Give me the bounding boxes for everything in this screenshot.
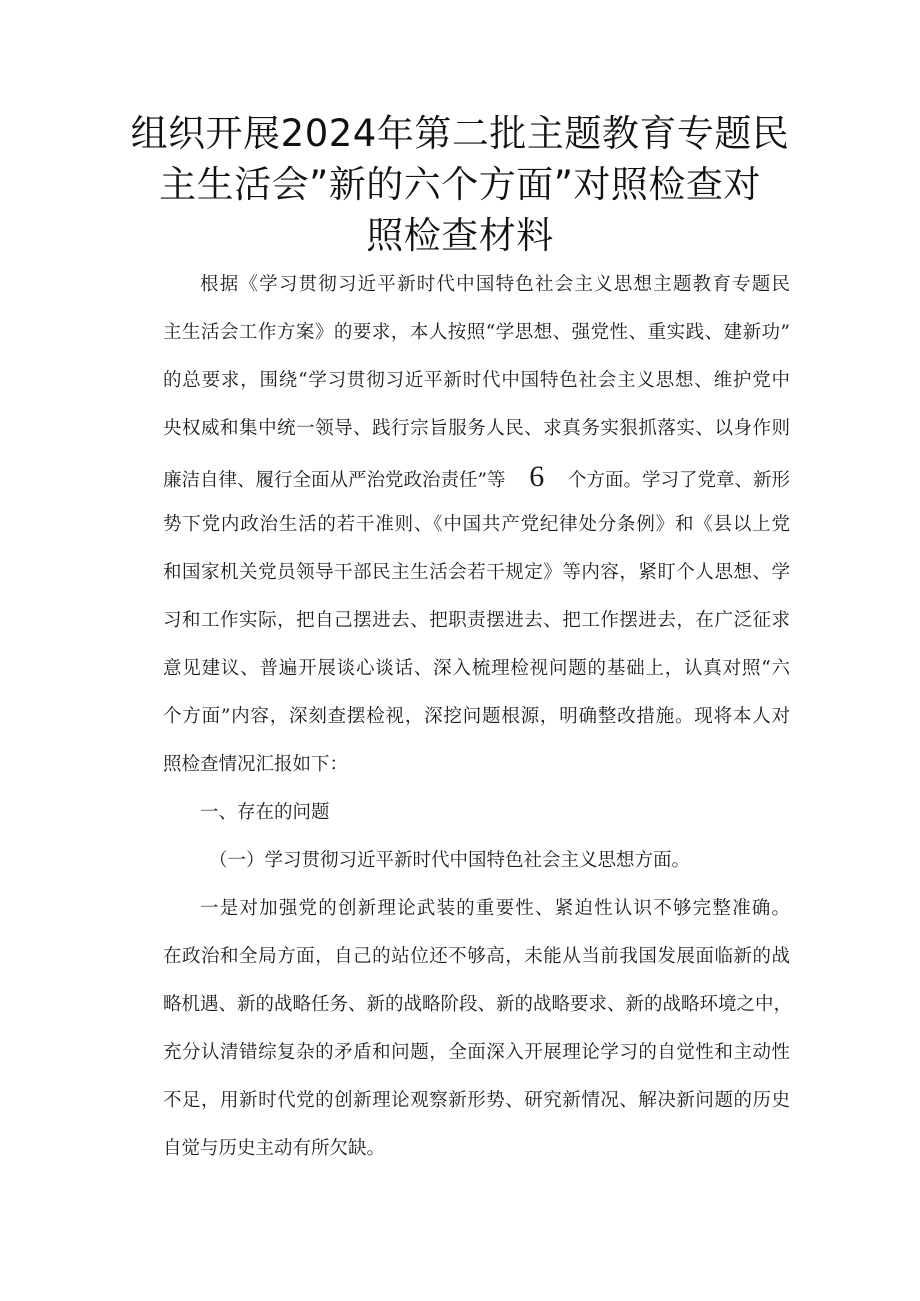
title-line: 主生活会”新的六个方面”对照检查对 xyxy=(159,163,761,206)
paragraph-line: 势下党内政治生活的若干准则、《中国共产党纪律处分条例》和《县以上党 xyxy=(163,514,790,535)
paragraph-line: 略机遇、新的战略任务、新的战略阶段、新的战略要求、新的战略环境之中， xyxy=(163,994,793,1015)
section-heading xyxy=(163,789,790,837)
paragraph-line: 意见建议、普遍开展谈心谈话、深入梳理检视问题的基础上，认真对照“六 xyxy=(163,658,790,679)
paragraph-line: 照检查情况汇报如下： xyxy=(163,754,349,775)
paragraph-line: 一是对加强党的创新理论武装的重要性、紧迫性认识不够完整准确。 xyxy=(200,898,790,919)
section-heading-text: 一、存在的问题 xyxy=(200,802,330,823)
paragraph-line: 自觉与历史主动有所欠缺。 xyxy=(163,1138,386,1159)
point-paragraph xyxy=(163,885,793,1173)
paragraph-line: 的总要求，围绕“学习贯彻习近平新时代中国特色社会主义思想、维护党中 xyxy=(163,370,790,391)
line-segment: 廉洁自律、履行全面从严治党政治责任”等 xyxy=(163,470,506,491)
subsection-heading xyxy=(163,837,790,885)
title-line: 照检查材料 xyxy=(366,214,554,257)
line-segment: 个方面。学习了党章、新形 xyxy=(567,470,790,491)
paragraph-line: 根据《学习贯彻习近平新时代中国特色社会主义思想主题教育专题民 xyxy=(200,274,790,295)
subsection-heading-text: （一）学习贯彻习近平新时代中国特色社会主义思想方面。 xyxy=(209,850,691,871)
paragraph-line: 个方面”内容，深刻查摆检视，深挖问题根源，明确整改措施。现将本人对 xyxy=(163,706,790,727)
paragraph-line: 和国家机关党员领导干部民主生活会若干规定》等内容，紧盯个人思想、学 xyxy=(163,562,790,583)
intro-paragraph xyxy=(163,261,790,789)
paragraph-line: 习和工作实际，把自己摆进去、把职责摆进去、把工作摆进去，在广泛征求 xyxy=(163,610,790,631)
six-aspects-number: 6 xyxy=(529,460,545,493)
paragraph-line: 充分认清错综复杂的矛盾和问题，全面深入开展理论学习的自觉性和主动性 xyxy=(163,1042,790,1063)
paragraph-line: 央权威和集中统一领导、践行宗旨服务人民、求真务实狠抓落实、以身作则 xyxy=(163,418,790,439)
document-title xyxy=(120,108,800,261)
paragraph-line: 主生活会工作方案》的要求，本人按照“学思想、强党性、重实践、建新功” xyxy=(163,322,790,343)
paragraph-line: 在政治和全局方面，自己的站位还不够高，未能从当前我国发展面临新的战 xyxy=(163,946,790,967)
title-line: 组织开展2024年第二批主题教育专题民 xyxy=(130,112,790,155)
paragraph-line: 不足，用新时代党的创新理论观察新形势、研究新情况、解决新问题的历史 xyxy=(163,1090,790,1111)
paragraph-line xyxy=(163,453,790,501)
